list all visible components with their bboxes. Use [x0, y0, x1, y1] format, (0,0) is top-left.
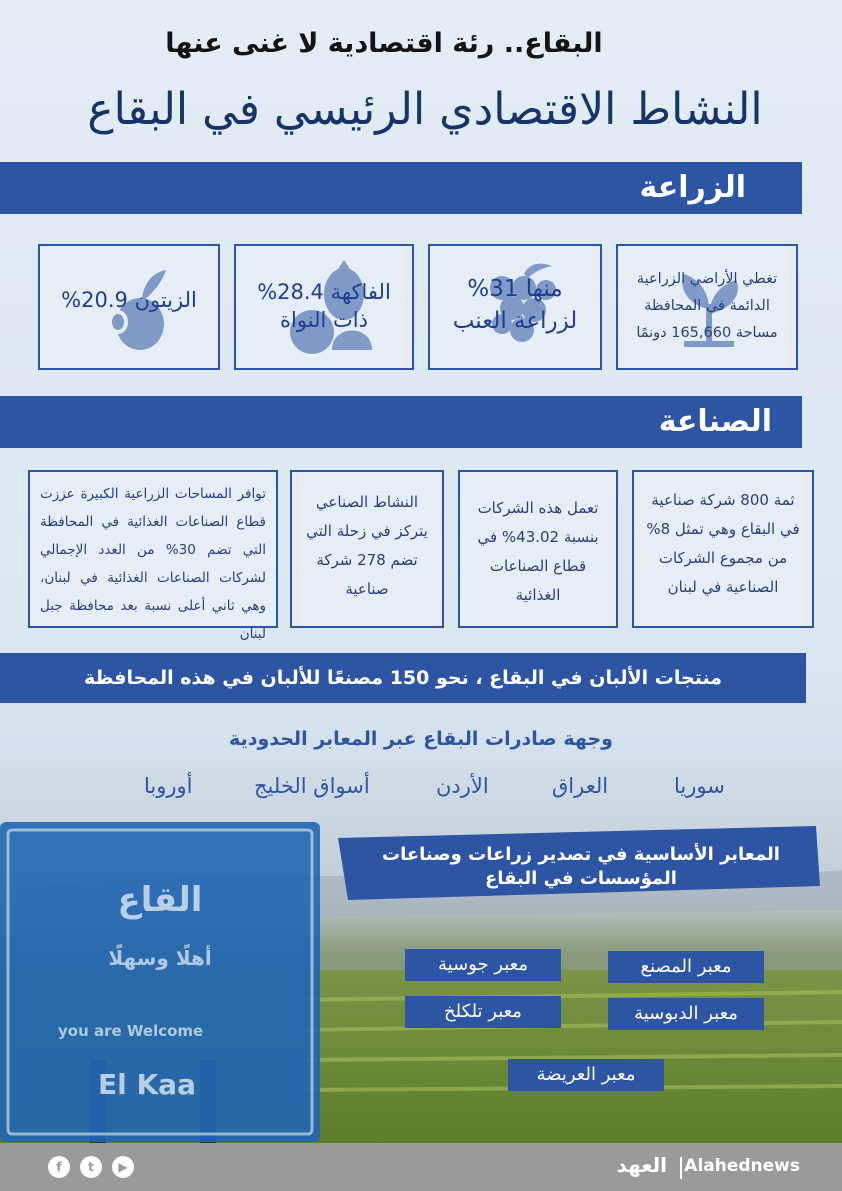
facebook-icon[interactable]: f	[48, 1156, 70, 1178]
main-title: النشاط الاقتصادي الرئيسي في البقاع	[87, 84, 763, 135]
brand-logo-ar: العهد	[616, 1153, 667, 1177]
destination-iraq: العراق	[552, 774, 609, 798]
industry-food-share-text: تعمل هذه الشركات بنسبة 43.02% في قطاع الصناعات الغذائية	[477, 499, 599, 604]
crossing-masnaa: معبر المصنع	[608, 951, 764, 983]
agri-fruit-line2: ذات النواة	[280, 308, 368, 332]
industry-band	[0, 396, 802, 448]
exports-title: وجهة صادرات البقاع عبر المعابر الحدودية	[229, 728, 613, 750]
agriculture-band	[0, 162, 802, 214]
industry-zahle-text: النشاط الصناعي يتركز في زحلة التي تضم 278 شركة صناعية	[306, 493, 428, 598]
crossings-title: المعابر الأساسية في تصدير زراعات وصناعات المؤسسات في البقاع	[382, 844, 780, 889]
destination-gulf: أسواق الخليج	[254, 774, 370, 798]
crossing-aarida: معبر العريضة	[508, 1059, 664, 1091]
agri-olive-text: الزيتون 20.9%	[61, 288, 197, 312]
sign-line-1: القاع	[117, 880, 203, 920]
industry-card-companies	[632, 470, 814, 628]
agri-grapes-line1: منها 31%	[467, 276, 563, 302]
sign-line-4: El Kaa	[98, 1068, 196, 1101]
kicker-title: البقاع.. رئة اقتصادية لا غنى عنها	[165, 28, 603, 59]
sign-line-2: أهلًا وسهلًا	[108, 946, 212, 970]
brand-name[interactable]: Alahednews	[684, 1156, 800, 1176]
industry-card-zahle	[290, 470, 444, 628]
agri-card-stone-fruit	[234, 244, 414, 370]
agriculture-title: الزراعة	[639, 170, 746, 205]
crossing-talkalakh: معبر تلكلخ	[405, 996, 561, 1028]
agri-card-grapes	[428, 244, 602, 370]
crossing-jousieh: معبر جوسية	[405, 949, 561, 981]
twitter-icon[interactable]: t	[80, 1156, 102, 1178]
destination-europe: أوروبا	[144, 774, 193, 798]
agri-fruit-line1: الفاكهة 28.4%	[257, 280, 391, 304]
agri-land-text: تغطي الأراضي الزراعية الدائمة في المحافظة مساحة 165,660 دونمًا	[636, 271, 778, 341]
industry-companies-text: ثمة 800 شركة صناعية في البقاع وهي تمثل 8% من مجموع الشركات الصناعية في لبنان	[646, 491, 800, 596]
industry-card-food-share	[458, 470, 618, 628]
destination-jordan: الأردن	[436, 774, 489, 798]
industry-title: الصناعة	[658, 404, 772, 439]
industry-card-food-industry	[28, 470, 278, 642]
dairy-banner: منتجات الألبان في البقاع ، نحو 150 مصنعًا للألبان في هذه المحافظة	[0, 653, 806, 703]
agri-card-land	[616, 244, 798, 370]
youtube-icon[interactable]: ▶	[112, 1156, 134, 1178]
brand-separator	[680, 1157, 682, 1179]
agri-grapes-line2: لزراعة العنب	[452, 308, 578, 334]
sign-line-3: you are Welcome	[58, 1022, 204, 1040]
crossing-dabousieh: معبر الدبوسية	[608, 998, 764, 1030]
agri-card-olive	[38, 244, 220, 370]
industry-food-industry-text: توافر المساحات الزراعية الكبيرة عززت قطاع الصناعات الغذائية في المحافظة التي تضم 30% من العدد الإجمالي لشركات الصناعات الغذائية في لبنان، وهي ثاني أعلى نسبة بعد محافظة جبل لبنان	[40, 486, 266, 642]
destination-syria: سوريا	[674, 774, 725, 798]
